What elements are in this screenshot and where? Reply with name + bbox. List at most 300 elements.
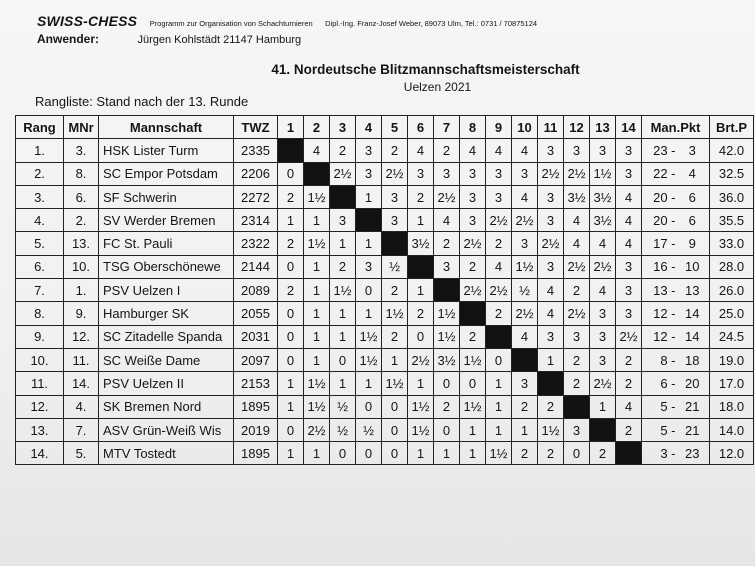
result-cell: 1 xyxy=(538,348,564,371)
board-points-cell: 26.0 xyxy=(710,279,754,302)
result-cell: 4 xyxy=(304,139,330,162)
result-cell: 3 xyxy=(460,162,486,185)
result-cell: 4 xyxy=(512,325,538,348)
column-header: 14 xyxy=(616,116,642,139)
column-header: 9 xyxy=(486,116,512,139)
column-header: 8 xyxy=(460,116,486,139)
result-cell: 3 xyxy=(434,255,460,278)
rating-cell: 2272 xyxy=(234,185,278,208)
result-cell: 4 xyxy=(538,302,564,325)
result-cell: 4 xyxy=(616,209,642,232)
match-points-against-cell: 23 xyxy=(676,442,710,465)
result-cell: 3 xyxy=(538,209,564,232)
rank-cell: 9. xyxy=(16,325,64,348)
crosstable xyxy=(15,115,754,465)
result-cell: 3½ xyxy=(564,185,590,208)
result-cell: 2½ xyxy=(460,232,486,255)
result-cell: 3 xyxy=(616,255,642,278)
result-cell: 1½ xyxy=(304,232,330,255)
team-number-cell: 11. xyxy=(64,348,99,371)
self-pairing-cell xyxy=(538,372,564,395)
column-header: 6 xyxy=(408,116,434,139)
table-row xyxy=(16,302,754,325)
match-points-against-cell: 20 xyxy=(676,372,710,395)
result-cell: 3½ xyxy=(408,232,434,255)
result-cell: 3 xyxy=(590,348,616,371)
result-cell: 0 xyxy=(382,442,408,465)
self-pairing-cell xyxy=(356,209,382,232)
rank-cell: 10. xyxy=(16,348,64,371)
team-name-cell: TSG Oberschönewe xyxy=(99,255,234,278)
result-cell: 2 xyxy=(460,255,486,278)
result-cell: 4 xyxy=(590,279,616,302)
column-header: Rang xyxy=(16,116,64,139)
result-cell: 4 xyxy=(590,232,616,255)
column-header: 1 xyxy=(278,116,304,139)
result-cell: 4 xyxy=(538,279,564,302)
result-cell: 2½ xyxy=(538,162,564,185)
result-cell: 2 xyxy=(564,372,590,395)
result-cell: 1 xyxy=(460,418,486,441)
result-cell: ½ xyxy=(382,255,408,278)
match-points-cell: 22 - xyxy=(642,162,676,185)
result-cell: 1 xyxy=(486,395,512,418)
match-points-cell: 3 - xyxy=(642,442,676,465)
result-cell: 2 xyxy=(434,139,460,162)
result-cell: 3 xyxy=(538,185,564,208)
result-cell: 2½ xyxy=(304,418,330,441)
result-cell: 2½ xyxy=(434,185,460,208)
result-cell: 1½ xyxy=(460,395,486,418)
team-number-cell: 12. xyxy=(64,325,99,348)
self-pairing-cell xyxy=(512,348,538,371)
result-cell: 2 xyxy=(382,139,408,162)
rating-cell: 2019 xyxy=(234,418,278,441)
result-cell: 3 xyxy=(564,139,590,162)
result-cell: 0 xyxy=(460,372,486,395)
match-points-against-cell: 6 xyxy=(676,185,710,208)
result-cell: 1 xyxy=(330,325,356,348)
result-cell: 3½ xyxy=(434,348,460,371)
result-cell: 4 xyxy=(486,255,512,278)
result-cell: 2½ xyxy=(486,279,512,302)
team-number-cell: 4. xyxy=(64,395,99,418)
result-cell: 3 xyxy=(356,255,382,278)
rank-cell: 5. xyxy=(16,232,64,255)
column-header: 4 xyxy=(356,116,382,139)
result-cell: 3 xyxy=(460,185,486,208)
column-header: 11 xyxy=(538,116,564,139)
author-info: Dipl.-Ing. Franz-Josef Weber, 89073 Ulm, Tel.: 0731 / 70875124 xyxy=(325,19,538,28)
result-cell: 0 xyxy=(278,348,304,371)
result-cell: 2½ xyxy=(408,348,434,371)
rank-cell: 8. xyxy=(16,302,64,325)
result-cell: 2 xyxy=(460,325,486,348)
user-label: Anwender: xyxy=(37,32,100,46)
board-points-cell: 17.0 xyxy=(710,372,754,395)
result-cell: 2 xyxy=(278,185,304,208)
self-pairing-cell xyxy=(408,255,434,278)
result-cell: 4 xyxy=(564,209,590,232)
column-header: Mannschaft xyxy=(99,116,234,139)
result-cell: 1½ xyxy=(538,418,564,441)
result-cell: 3 xyxy=(460,209,486,232)
result-cell: 3 xyxy=(616,279,642,302)
result-cell: 1 xyxy=(408,279,434,302)
result-cell: 1 xyxy=(408,209,434,232)
result-cell: 2½ xyxy=(590,255,616,278)
result-cell: 0 xyxy=(564,442,590,465)
column-header: 10 xyxy=(512,116,538,139)
result-cell: 1 xyxy=(408,442,434,465)
match-points-cell: 8 - xyxy=(642,348,676,371)
team-number-cell: 3. xyxy=(64,139,99,162)
result-cell: 3 xyxy=(382,185,408,208)
result-cell: 0 xyxy=(278,418,304,441)
result-cell: 2 xyxy=(278,232,304,255)
team-name-cell: SV Werder Bremen xyxy=(99,209,234,232)
user-value: Jürgen Kohlstädt 21147 Hamburg xyxy=(137,34,302,46)
result-cell: 1 xyxy=(434,442,460,465)
match-points-cell: 5 - xyxy=(642,418,676,441)
match-points-against-cell: 9 xyxy=(676,232,710,255)
result-cell: 1 xyxy=(356,232,382,255)
result-cell: 0 xyxy=(356,395,382,418)
board-points-cell: 19.0 xyxy=(710,348,754,371)
table-row xyxy=(16,348,754,371)
result-cell: 3 xyxy=(408,162,434,185)
rank-cell: 13. xyxy=(16,418,64,441)
self-pairing-cell xyxy=(382,232,408,255)
team-name-cell: SF Schwerin xyxy=(99,185,234,208)
result-cell: 1 xyxy=(382,348,408,371)
result-cell: 0 xyxy=(434,418,460,441)
team-name-cell: HSK Lister Turm xyxy=(99,139,234,162)
user-line xyxy=(37,30,301,48)
rating-cell: 2144 xyxy=(234,255,278,278)
result-cell: 4 xyxy=(460,139,486,162)
team-number-cell: 2. xyxy=(64,209,99,232)
board-points-cell: 36.0 xyxy=(710,185,754,208)
result-cell: 1½ xyxy=(304,372,330,395)
result-cell: 2 xyxy=(408,302,434,325)
result-cell: 1½ xyxy=(408,395,434,418)
result-cell: 1 xyxy=(408,372,434,395)
result-cell: 3 xyxy=(590,325,616,348)
table-row xyxy=(16,442,754,465)
result-cell: 1½ xyxy=(382,372,408,395)
result-cell: 3 xyxy=(564,325,590,348)
result-cell: ½ xyxy=(512,279,538,302)
rating-cell: 2153 xyxy=(234,372,278,395)
result-cell: 1 xyxy=(460,442,486,465)
team-name-cell: SC Empor Potsdam xyxy=(99,162,234,185)
result-cell: 3 xyxy=(564,418,590,441)
result-cell: 2 xyxy=(486,232,512,255)
result-cell: 2 xyxy=(330,139,356,162)
table-row xyxy=(16,209,754,232)
rating-cell: 2031 xyxy=(234,325,278,348)
result-cell: 1 xyxy=(590,395,616,418)
rating-cell: 2055 xyxy=(234,302,278,325)
result-cell: 2 xyxy=(408,185,434,208)
result-cell: 2½ xyxy=(564,255,590,278)
result-cell: 4 xyxy=(512,185,538,208)
team-name-cell: FC St. Pauli xyxy=(99,232,234,255)
self-pairing-cell xyxy=(460,302,486,325)
result-cell: 3 xyxy=(538,325,564,348)
team-name-cell: PSV Uelzen II xyxy=(99,372,234,395)
tournament-title: 41. Nordeutsche Blitzmannschaftsmeisterschaft xyxy=(271,62,580,77)
result-cell: 3 xyxy=(512,162,538,185)
result-cell: 2½ xyxy=(564,162,590,185)
result-cell: 3 xyxy=(590,302,616,325)
result-cell: 1 xyxy=(278,442,304,465)
result-cell: ½ xyxy=(330,395,356,418)
result-cell: 4 xyxy=(616,232,642,255)
result-cell: 1½ xyxy=(512,255,538,278)
table-body xyxy=(16,139,754,465)
match-points-against-cell: 13 xyxy=(676,279,710,302)
result-cell: 0 xyxy=(278,255,304,278)
result-cell: 2 xyxy=(564,279,590,302)
result-cell: 3 xyxy=(356,162,382,185)
result-cell: 2 xyxy=(382,279,408,302)
result-cell: 1 xyxy=(278,372,304,395)
rating-cell: 2206 xyxy=(234,162,278,185)
column-header: 12 xyxy=(564,116,590,139)
result-cell: 3 xyxy=(616,162,642,185)
result-cell: 2½ xyxy=(382,162,408,185)
result-cell: ½ xyxy=(330,418,356,441)
result-cell: 2 xyxy=(616,372,642,395)
program-header xyxy=(37,13,537,31)
result-cell: 1½ xyxy=(304,185,330,208)
column-header: 13 xyxy=(590,116,616,139)
match-points-cell: 20 - xyxy=(642,209,676,232)
board-points-cell: 35.5 xyxy=(710,209,754,232)
result-cell: 0 xyxy=(330,442,356,465)
team-number-cell: 10. xyxy=(64,255,99,278)
result-cell: 0 xyxy=(278,162,304,185)
match-points-against-cell: 14 xyxy=(676,302,710,325)
result-cell: 1½ xyxy=(382,302,408,325)
result-cell: 1 xyxy=(356,185,382,208)
match-points-cell: 5 - xyxy=(642,395,676,418)
team-number-cell: 1. xyxy=(64,279,99,302)
team-name-cell: SC Zitadelle Spanda xyxy=(99,325,234,348)
result-cell: 1 xyxy=(304,255,330,278)
table-row xyxy=(16,325,754,348)
result-cell: 3½ xyxy=(590,209,616,232)
result-cell: 2 xyxy=(278,279,304,302)
rank-cell: 1. xyxy=(16,139,64,162)
rank-cell: 14. xyxy=(16,442,64,465)
team-name-cell: MTV Tostedt xyxy=(99,442,234,465)
match-points-cell: 13 - xyxy=(642,279,676,302)
result-cell: 1 xyxy=(330,302,356,325)
team-name-cell: SC Weiße Dame xyxy=(99,348,234,371)
result-cell: 2½ xyxy=(486,209,512,232)
result-cell: 3 xyxy=(512,232,538,255)
table-row xyxy=(16,255,754,278)
result-cell: 1 xyxy=(304,325,330,348)
board-points-cell: 28.0 xyxy=(710,255,754,278)
result-cell: 0 xyxy=(278,325,304,348)
result-cell: 2 xyxy=(486,302,512,325)
result-cell: 2 xyxy=(434,395,460,418)
result-cell: 1½ xyxy=(356,325,382,348)
result-cell: 1½ xyxy=(330,279,356,302)
rating-cell: 2097 xyxy=(234,348,278,371)
result-cell: 2 xyxy=(382,325,408,348)
match-points-against-cell: 21 xyxy=(676,418,710,441)
match-points-cell: 6 - xyxy=(642,372,676,395)
result-cell: 2 xyxy=(616,348,642,371)
team-number-cell: 5. xyxy=(64,442,99,465)
table-row xyxy=(16,232,754,255)
brand-name: SWISS-CHESS xyxy=(37,13,138,29)
result-cell: 0 xyxy=(278,302,304,325)
match-points-against-cell: 21 xyxy=(676,395,710,418)
rating-cell: 2089 xyxy=(234,279,278,302)
team-number-cell: 7. xyxy=(64,418,99,441)
column-header: Brt.P xyxy=(710,116,754,139)
program-description: Programm zur Organisation von Schachturnieren xyxy=(149,19,313,28)
result-cell: 2½ xyxy=(330,162,356,185)
table-row xyxy=(16,279,754,302)
self-pairing-cell xyxy=(278,139,304,162)
result-cell: 1½ xyxy=(304,395,330,418)
result-cell: 0 xyxy=(382,395,408,418)
match-points-against-cell: 3 xyxy=(676,139,710,162)
result-cell: 0 xyxy=(356,442,382,465)
result-cell: 2½ xyxy=(460,279,486,302)
result-cell: 2 xyxy=(564,348,590,371)
result-cell: 4 xyxy=(408,139,434,162)
match-points-cell: 12 - xyxy=(642,325,676,348)
result-cell: 4 xyxy=(512,139,538,162)
result-cell: 1 xyxy=(356,302,382,325)
result-cell: 3 xyxy=(486,185,512,208)
team-number-cell: 13. xyxy=(64,232,99,255)
result-cell: 1 xyxy=(486,372,512,395)
rating-cell: 1895 xyxy=(234,442,278,465)
result-cell: 0 xyxy=(486,348,512,371)
result-cell: 3 xyxy=(356,139,382,162)
standings-label: Rangliste: Stand nach der 13. Runde xyxy=(35,94,249,109)
result-cell: 1 xyxy=(330,372,356,395)
team-number-cell: 14. xyxy=(64,372,99,395)
match-points-against-cell: 10 xyxy=(676,255,710,278)
board-points-cell: 18.0 xyxy=(710,395,754,418)
result-cell: 0 xyxy=(330,348,356,371)
column-header: Man.Pkt xyxy=(642,116,710,139)
team-name-cell: Hamburger SK xyxy=(99,302,234,325)
result-cell: 1½ xyxy=(408,418,434,441)
result-cell: 1½ xyxy=(434,302,460,325)
result-cell: 3 xyxy=(382,209,408,232)
result-cell: 2 xyxy=(538,395,564,418)
result-cell: 1 xyxy=(330,232,356,255)
result-cell: 2 xyxy=(512,442,538,465)
rating-cell: 2335 xyxy=(234,139,278,162)
result-cell: 3 xyxy=(330,209,356,232)
result-cell: 1 xyxy=(512,418,538,441)
result-cell: 1½ xyxy=(460,348,486,371)
team-number-cell: 9. xyxy=(64,302,99,325)
result-cell: 3 xyxy=(434,162,460,185)
result-cell: 3½ xyxy=(590,185,616,208)
result-cell: 2 xyxy=(434,232,460,255)
result-cell: 0 xyxy=(356,279,382,302)
result-cell: 1½ xyxy=(486,442,512,465)
self-pairing-cell xyxy=(434,279,460,302)
result-cell: 1 xyxy=(278,395,304,418)
table-row xyxy=(16,185,754,208)
column-header: 2 xyxy=(304,116,330,139)
rank-cell: 6. xyxy=(16,255,64,278)
rank-cell: 11. xyxy=(16,372,64,395)
result-cell: 1 xyxy=(278,209,304,232)
result-cell: 3 xyxy=(512,372,538,395)
result-cell: ½ xyxy=(356,418,382,441)
result-cell: 3 xyxy=(538,255,564,278)
rank-cell: 2. xyxy=(16,162,64,185)
match-points-against-cell: 4 xyxy=(676,162,710,185)
board-points-cell: 24.5 xyxy=(710,325,754,348)
result-cell: 4 xyxy=(434,209,460,232)
match-points-against-cell: 14 xyxy=(676,325,710,348)
result-cell: 3 xyxy=(590,139,616,162)
result-cell: 2½ xyxy=(590,372,616,395)
board-points-cell: 12.0 xyxy=(710,442,754,465)
result-cell: 2½ xyxy=(564,302,590,325)
tournament-subtitle: Uelzen 2021 xyxy=(403,80,472,94)
table-row xyxy=(16,395,754,418)
result-cell: 0 xyxy=(408,325,434,348)
result-cell: 2 xyxy=(616,418,642,441)
table-row xyxy=(16,418,754,441)
table-header-row xyxy=(16,116,754,139)
rank-cell: 4. xyxy=(16,209,64,232)
rating-cell: 1895 xyxy=(234,395,278,418)
self-pairing-cell xyxy=(330,185,356,208)
match-points-cell: 20 - xyxy=(642,185,676,208)
result-cell: 3 xyxy=(616,139,642,162)
team-name-cell: SK Bremen Nord xyxy=(99,395,234,418)
team-name-cell: PSV Uelzen I xyxy=(99,279,234,302)
result-cell: 2 xyxy=(512,395,538,418)
column-header: 7 xyxy=(434,116,460,139)
column-header: 3 xyxy=(330,116,356,139)
team-number-cell: 6. xyxy=(64,185,99,208)
self-pairing-cell xyxy=(616,442,642,465)
table-row xyxy=(16,162,754,185)
result-cell: 3 xyxy=(616,302,642,325)
team-number-cell: 8. xyxy=(64,162,99,185)
match-points-cell: 12 - xyxy=(642,302,676,325)
table-row xyxy=(16,139,754,162)
team-name-cell: ASV Grün-Weiß Wis xyxy=(99,418,234,441)
result-cell: 2½ xyxy=(512,302,538,325)
match-points-cell: 16 - xyxy=(642,255,676,278)
column-header: 5 xyxy=(382,116,408,139)
result-cell: 2 xyxy=(538,442,564,465)
rating-cell: 2314 xyxy=(234,209,278,232)
result-cell: 4 xyxy=(486,139,512,162)
result-cell: 0 xyxy=(382,418,408,441)
